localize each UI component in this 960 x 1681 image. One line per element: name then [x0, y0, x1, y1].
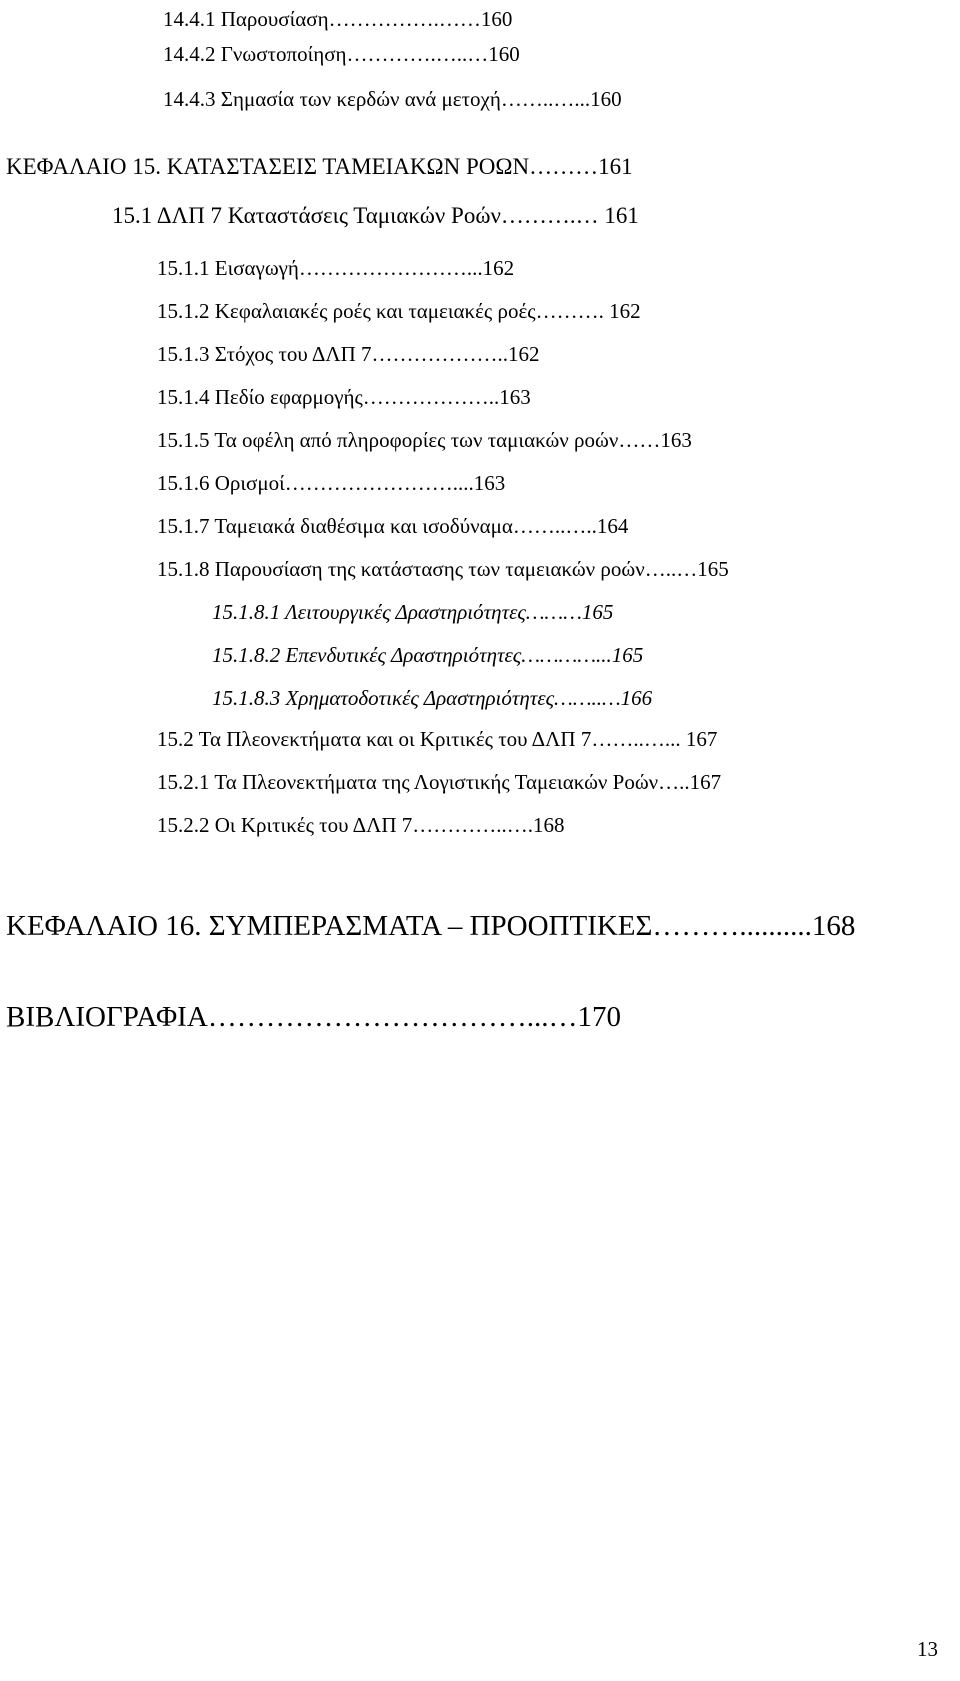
- toc-entry-15-2-1: 15.2.1 Τα Πλεονεκτήματα της Λογιστικής Ταμειακών Ροών…..167: [157, 770, 722, 794]
- toc-entry-15-1-7: 15.1.7 Ταμειακά διαθέσιμα και ισοδύναμα……..…..164: [157, 514, 629, 538]
- toc-entry-15-1-8: 15.1.8 Παρουσίαση της κατάστασης των ταμειακών ροών…..…165: [157, 557, 729, 581]
- toc-chapter-16: ΚΕΦΑΛΑΙΟ 16. ΣΥΜΠΕΡΑΣΜΑΤΑ – ΠΡΟΟΠΤΙΚΕΣ………..........168: [6, 910, 856, 942]
- toc-entry-14-4-3: 14.4.3 Σημασία των κερδών ανά μετοχή……..…...160: [163, 87, 622, 111]
- toc-chapter-15: ΚΕΦΑΛΑΙΟ 15. ΚΑΤΑΣΤΑΣΕΙΣ ΤΑΜΕΙΑΚΩΝ ΡΟΩΝ………161: [6, 154, 633, 179]
- toc-entry-15-1-3: 15.1.3 Στόχος του ΔΛΠ 7………………..162: [157, 342, 540, 366]
- toc-entry-15-1-5: 15.1.5 Τα οφέλη από πληροφορίες των ταμιακών ροών……163: [157, 428, 692, 452]
- toc-entry-15-2: 15.2 Τα Πλεονεκτήματα και οι Κριτικές του ΔΛΠ 7……..…... 167: [157, 727, 718, 751]
- toc-entry-14-4-2: 14.4.2 Γνωστοποίηση………….…..…160: [163, 42, 520, 66]
- toc-entry-15-1-8-2: 15.1.8.2 Επενδυτικές Δραστηριότητες…………...165: [212, 643, 644, 667]
- toc-bibliography: ΒΙΒΛΙΟΓΡΑΦΙΑ……………………………...…170: [6, 1001, 622, 1033]
- toc-entry-15-2-2: 15.2.2 Οι Κριτικές του ΔΛΠ 7…………..….168: [157, 813, 565, 837]
- toc-entry-15-1-8-1: 15.1.8.1 Λειτουργικές Δραστηριότητες………165: [212, 600, 614, 624]
- toc-entry-15-1-2: 15.1.2 Κεφαλαιακές ροές και ταμειακές ροές………. 162: [157, 299, 641, 323]
- toc-entry-15-1-1: 15.1.1 Εισαγωγή……………………...162: [157, 256, 515, 280]
- toc-entry-15-1-4: 15.1.4 Πεδίο εφαρμογής………………..163: [157, 385, 531, 409]
- toc-entry-15-1: 15.1 ΔΛΠ 7 Καταστάσεις Ταμιακών Ροών……….… 161: [112, 203, 639, 228]
- page-number: 13: [917, 1637, 938, 1661]
- toc-entry-15-1-8-3: 15.1.8.3 Χρηματοδοτικές Δραστηριότητες……..…166: [212, 686, 653, 710]
- toc-entry-14-4-1: 14.4.1 Παρουσίαση…………….……160: [163, 7, 513, 31]
- toc-entry-15-1-6: 15.1.6 Ορισμοί……………………....163: [157, 471, 506, 495]
